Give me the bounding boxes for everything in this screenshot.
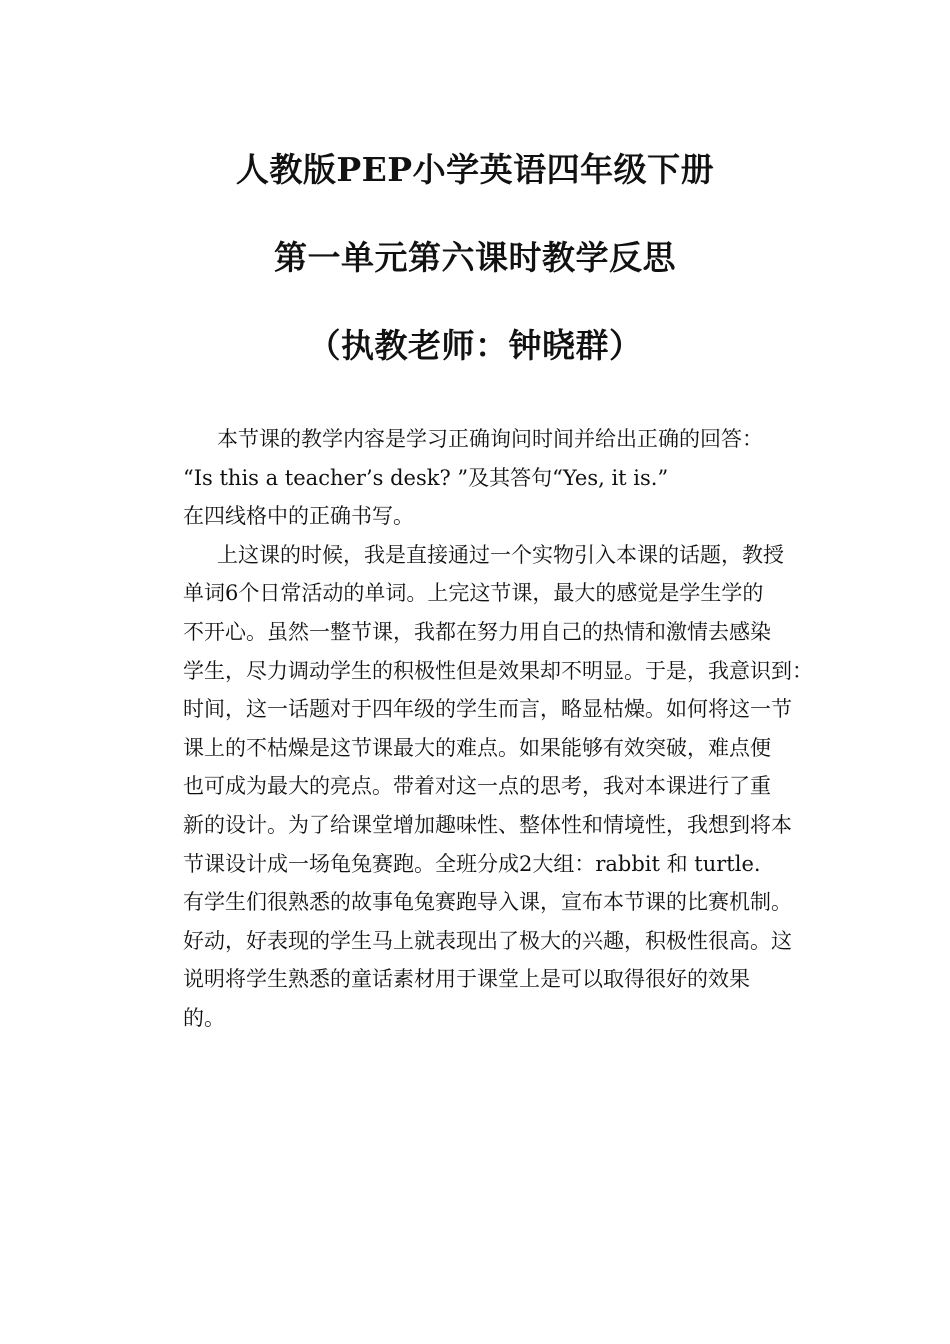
paragraph-2 xyxy=(183,536,823,1038)
document-title xyxy=(0,126,950,390)
title-line-lesson: 第一单元第六课时教学反思 xyxy=(274,238,676,277)
title-line-teacher: （执教老师：钟晓群） xyxy=(307,326,643,365)
paragraph-line: 好动，好表现的学生马上就表现出了极大的兴趣，积极性很高。这 xyxy=(183,928,792,953)
paragraph-line: 也可成为最大的亮点。带着对这一点的思考，我对本课进行了重 xyxy=(183,774,771,799)
paragraph-line: 学生，尽力调动学生的积极性但是效果却不明显。于是，我意识到： xyxy=(183,658,813,683)
document-body xyxy=(183,420,823,1038)
paragraph-line: 有学生们很熟悉的故事龟兔赛跑导入课，宣布本节课的比赛机制。 xyxy=(183,890,792,915)
paragraph-line: 本节课的教学内容是学习正确询问时间并给出正确的回答： xyxy=(217,427,763,451)
paragraph-line: 节课设计成一场龟兔赛跑。全班分成2大组：rabbit 和 turtle. xyxy=(183,851,761,876)
paragraph-line: 课上的不枯燥是这节课最大的难点。如果能够有效突破，难点便 xyxy=(183,735,771,760)
paragraph-line: 时间，这一话题对于四年级的学生而言，略显枯燥。如何将这一节 xyxy=(183,697,792,722)
paragraph-1 xyxy=(183,420,823,536)
paragraph-line: 新的设计。为了给课堂增加趣味性、整体性和情境性，我想到将本 xyxy=(183,812,792,837)
paragraph-line: 说明将学生熟悉的童话素材用于课堂上是可以取得很好的效果 xyxy=(183,967,750,992)
paragraph-line: 在四线格中的正确书写。 xyxy=(183,504,414,529)
title-line-textbook: 人教版PEP小学英语四年级下册 xyxy=(235,150,715,189)
paragraph-line: 不开心。虽然一整节课，我都在努力用自己的热情和激情去感染 xyxy=(183,619,771,644)
paragraph-line: 单词6个日常活动的单词。上完这节课，最大的感觉是学生学的 xyxy=(183,581,764,606)
paragraph-line: 的。 xyxy=(183,1005,225,1030)
paragraph-line: 上这课的时候，我是直接通过一个实物引入本课的话题，教授 xyxy=(217,542,784,567)
paragraph-line: “Is this a teacher’s desk? ”及其答句“Yes, it is.” xyxy=(183,465,669,490)
